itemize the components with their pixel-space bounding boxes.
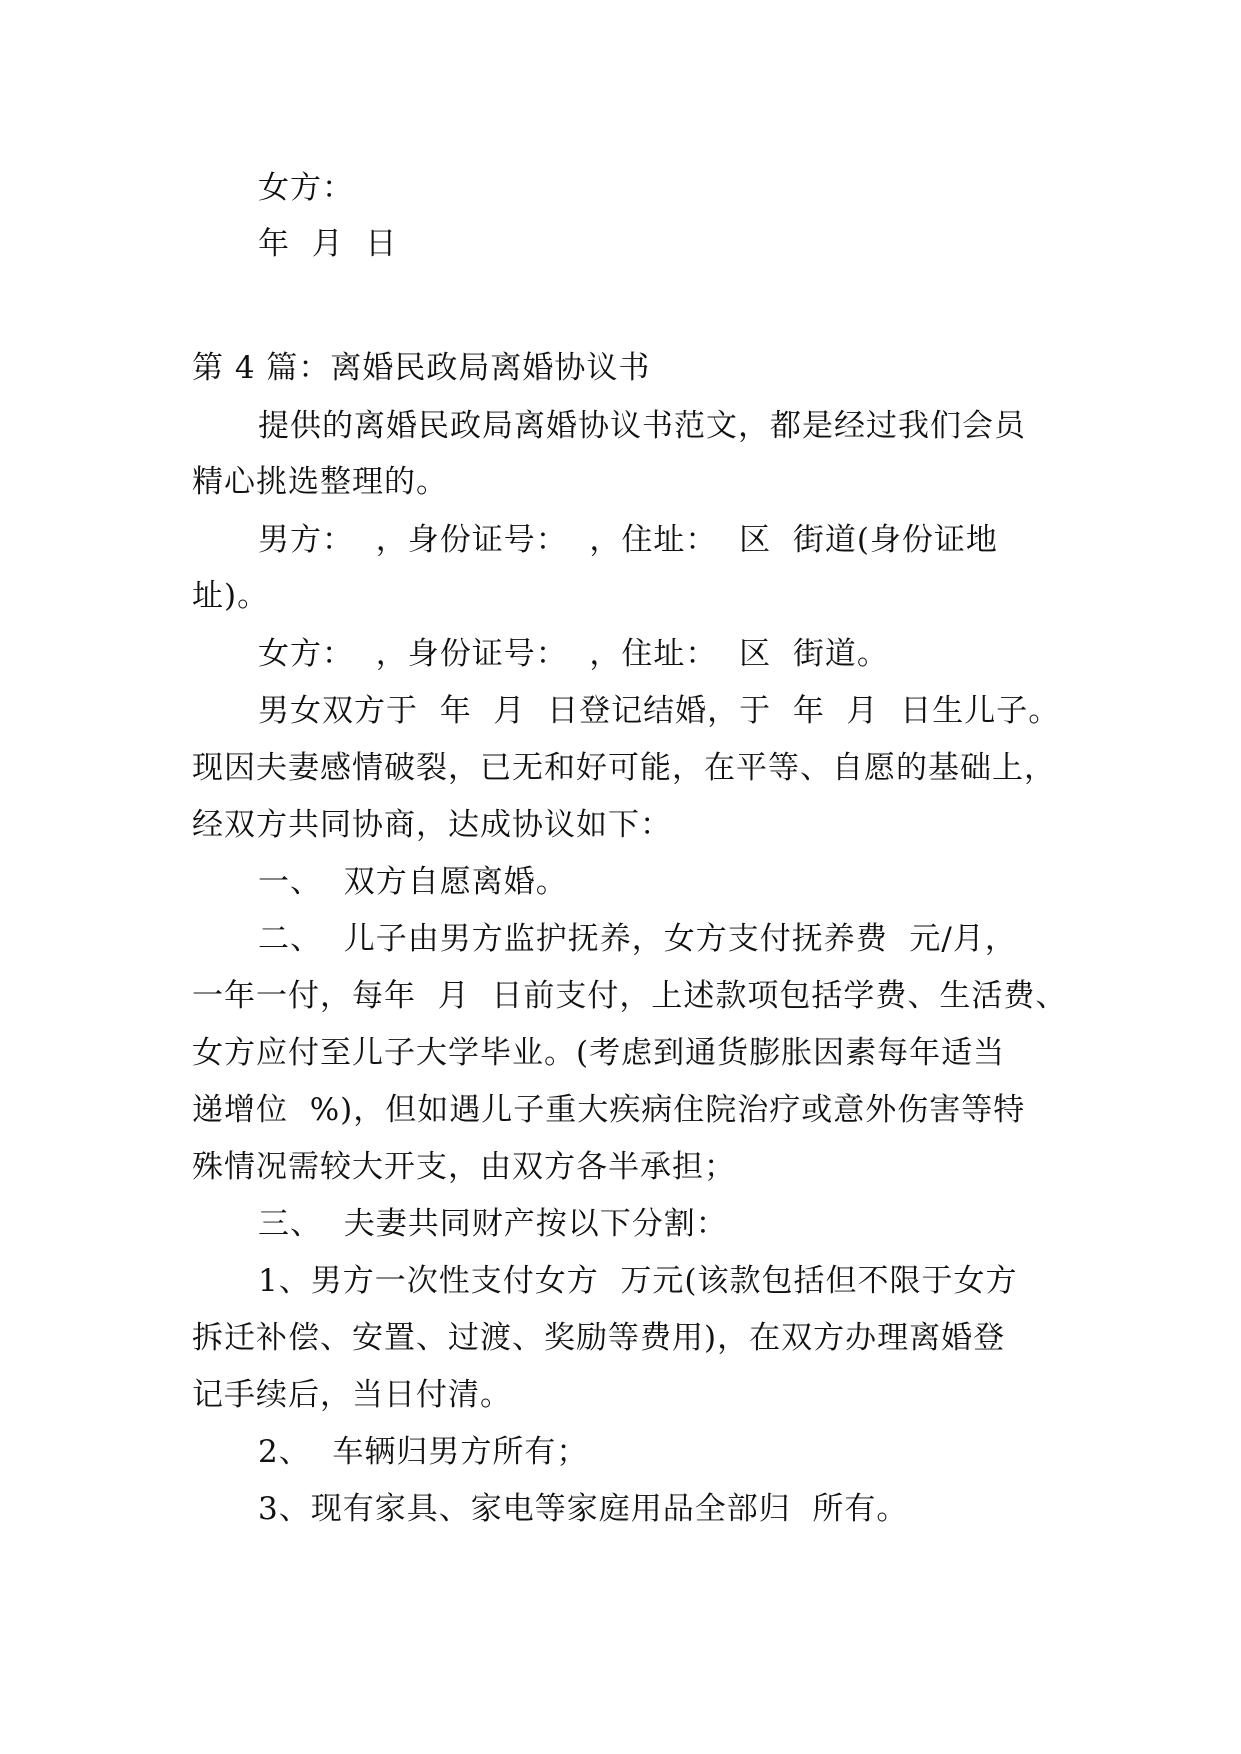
clause-line: 三、 夫妻共同财产按以下分割： bbox=[258, 1206, 728, 1242]
paragraph-line: 递增位 %)，但如遇儿子重大疾病住院治疗或意外伤害等特 bbox=[192, 1092, 1026, 1128]
paragraph-line: 女方： ，身份证号： ，住址： 区 街道。 bbox=[258, 636, 889, 672]
paragraph-line: 男方： ，身份证号： ，住址： 区 街道(身份证地 bbox=[258, 522, 998, 558]
clause-line: 3、现有家具、家电等家庭用品全部归 所有。 bbox=[258, 1491, 909, 1527]
paragraph-line: 殊情况需较大开支，由双方各半承担； bbox=[192, 1149, 736, 1185]
signature-female-label: 女方： bbox=[258, 170, 354, 206]
clause-line: 1、男方一次性支付女方 万元(该款包括但不限于女方 bbox=[258, 1263, 1018, 1299]
paragraph-line: 现因夫妻感情破裂，已无和好可能，在平等、自愿的基础上， bbox=[192, 750, 1056, 786]
paragraph-line: 精心挑选整理的。 bbox=[192, 464, 448, 500]
paragraph-line: 一年一付，每年 月 日前支付，上述款项包括学费、生活费、 bbox=[192, 978, 1068, 1014]
paragraph-line: 拆迁补偿、安置、过渡、奖励等费用)，在双方办理离婚登 bbox=[192, 1320, 1006, 1356]
paragraph-line: 提供的离婚民政局离婚协议书范文，都是经过我们会员 bbox=[258, 408, 1026, 444]
paragraph-line: 女方应付至儿子大学毕业。(考虑到通货膨胀因素每年适当 bbox=[192, 1035, 1006, 1071]
paragraph-line: 址)。 bbox=[192, 578, 270, 614]
clause-line: 2、 车辆归男方所有； bbox=[258, 1434, 589, 1470]
paragraph-line: 经双方共同协商，达成协议如下： bbox=[192, 807, 672, 843]
signature-date-line: 年 月 日 bbox=[258, 226, 398, 262]
section-heading: 第 4 篇：离婚民政局离婚协议书 bbox=[192, 350, 651, 386]
paragraph-line: 男女双方于 年 月 日登记结婚，于 年 月 日生儿子。 bbox=[258, 693, 1061, 729]
paragraph-line: 记手续后，当日付清。 bbox=[192, 1377, 512, 1413]
clause-line: 二、 儿子由男方监护抚养，女方支付抚养费 元/月， bbox=[258, 921, 1017, 957]
clause-line: 一、 双方自愿离婚。 bbox=[258, 864, 568, 900]
